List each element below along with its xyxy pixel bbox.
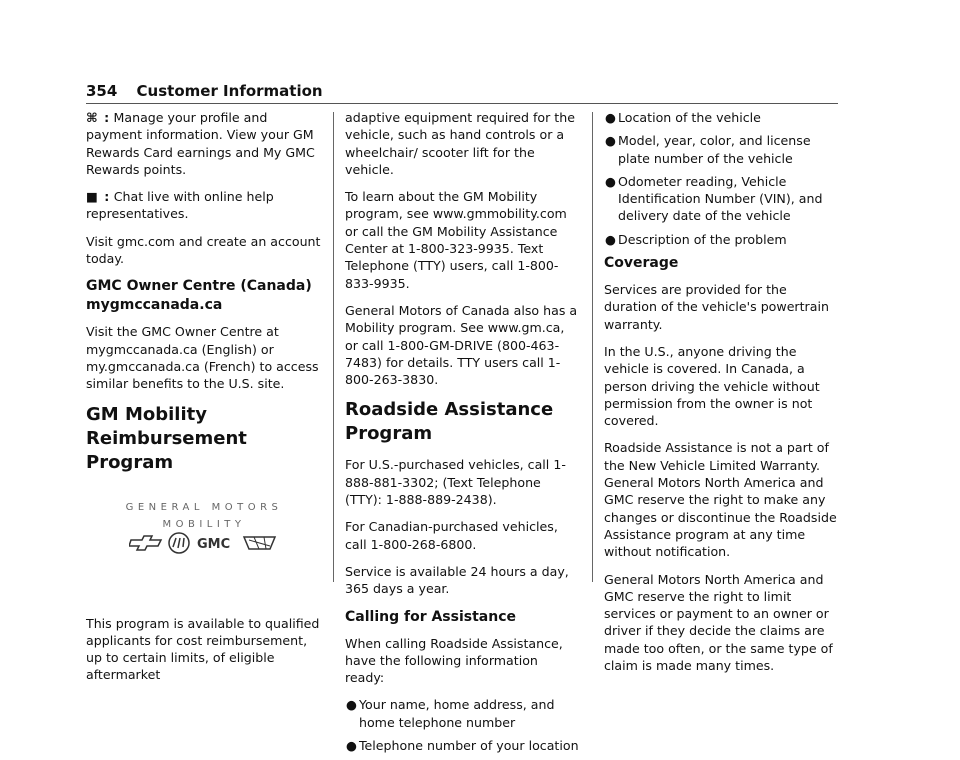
gm-mobility-logo-figure xyxy=(86,485,322,605)
list-item-text: Odometer reading, Vehicle Identification Number (VIN), and delivery date of the vehicle xyxy=(618,173,823,224)
list-item-text: Description of the problem xyxy=(618,231,787,247)
header-rule xyxy=(86,103,838,104)
bullet-icon: ● xyxy=(605,110,616,125)
mobility-heading xyxy=(86,403,322,475)
owner-centre-heading-line1: GMC Owner Centre (Canada) xyxy=(86,278,312,295)
bullet-icon: ● xyxy=(605,231,616,247)
column-3 xyxy=(604,109,840,684)
gm-mobility-us-paragraph: To learn about the GM Mobility program, see www.gmmobility.com or call the GM Mobility Assistance Center at 1-800-323-9935. Text Telephone (TTY) users, call 1-800-833-9935. xyxy=(345,189,567,291)
canada-roadside-paragraph: For Canadian-purchased vehicles, call 1-800-268-6800. xyxy=(345,519,558,552)
rewards-text: Manage your profile and payment information. View your GM Rewards Card earnings and My GMC Rewards points. xyxy=(86,110,315,177)
mobility-heading-line2: Program xyxy=(86,451,174,473)
list-item-text: Model, year, color, and license plate number of the vehicle xyxy=(618,133,811,166)
list-item-text: Location of the vehicle xyxy=(618,110,761,125)
page-number: 354 xyxy=(86,82,118,100)
list-item xyxy=(604,109,840,126)
column-1 xyxy=(86,109,322,694)
program-paragraph: This program is available to qualified applicants for cost reimbursement, up to certain limits, of eligible aftermarket xyxy=(86,615,320,683)
mobility-heading-line1: GM Mobility Reimbursement xyxy=(86,403,247,449)
calling-heading: Calling for Assistance xyxy=(345,608,517,625)
coverage-paragraph-4: General Motors North America and GMC reserve the right to limit services or payment to an owner or driver if they decide the claims are made too often, or the same type of claim is made many times. xyxy=(604,571,833,674)
owner-centre-paragraph: Visit the GMC Owner Centre at mygmccanada.ca (English) or my.gmccanada.ca (French) to access similar benefits to the U.S. site. xyxy=(86,324,319,392)
list-item xyxy=(345,696,581,731)
bullet-icon: ● xyxy=(605,133,616,149)
bullet-icon: ● xyxy=(346,738,357,754)
coverage-paragraph-2: In the U.S., anyone driving the vehicle is covered. In Canada, a person driving the vehicle without permission from the owner is not covered. xyxy=(604,343,820,429)
gm-mobility-canada-paragraph: General Motors of Canada also has a Mobility program. See www.gm.ca, or call 1-800-GM-DRIVE (800-463-7483) for details. TTY users call 1-800-263-3830. xyxy=(345,302,578,388)
coverage-paragraph-1: Services are provided for the duration of the vehicle's powertrain warranty. xyxy=(604,282,829,332)
coverage-paragraph-3: Roadside Assistance is not a part of the New Vehicle Limited Warranty. General Motors North America and GMC reserve the right to make any changes or discontinue the Roadside Assistance program at any time without notification. xyxy=(604,440,837,560)
adaptive-equipment-paragraph: adaptive equipment required for the vehicle, such as hand controls or a wheelchair/ scooter lift for the vehicle. xyxy=(345,110,575,177)
list-item xyxy=(345,737,581,754)
owner-centre-heading-line2: mygmccanada.ca xyxy=(86,297,223,314)
gmc-logo: GMC xyxy=(197,536,231,552)
rewards-item: ⌘ : Manage your profile and payment information. View your GM Rewards Card earnings and My GMC Rewards points. xyxy=(86,110,315,177)
coverage-heading: Coverage xyxy=(604,255,679,272)
gm-mobility-wordmark: GENERAL MOTORS MOBILITY xyxy=(125,501,283,530)
list-item xyxy=(604,132,840,167)
calling-paragraph: When calling Roadside Assistance, have the following information ready: xyxy=(345,635,563,686)
column-divider-1 xyxy=(333,112,334,582)
column-divider-2 xyxy=(592,112,593,582)
brand-logos xyxy=(86,531,322,559)
section-title: Customer Information xyxy=(136,82,323,100)
bullet-icon: ● xyxy=(605,173,616,189)
visit-paragraph: Visit gmc.com and create an account today. xyxy=(86,233,321,267)
list-item xyxy=(604,173,840,225)
us-roadside-paragraph: For U.S.-purchased vehicles, call 1-888-881-3302; (Text Telephone (TTY): 1-888-889-2438). xyxy=(345,457,566,508)
chat-item: ■ : Chat live with online help representatives. xyxy=(86,189,274,222)
page-header xyxy=(86,82,323,100)
list-item xyxy=(604,231,840,248)
brand-logos-icon xyxy=(129,531,279,555)
list-item-text: Telephone number of your location xyxy=(359,738,579,754)
owner-centre-heading xyxy=(86,277,322,315)
rewards-icon: ⌘ xyxy=(86,110,98,125)
chat-icon: ■ xyxy=(86,189,98,205)
list-item-text: Your name, home address, and home telephone number xyxy=(359,697,555,730)
chevrolet-icon xyxy=(129,536,161,550)
chat-text: Chat live with online help representatives. xyxy=(86,189,274,222)
availability-paragraph: Service is available 24 hours a day, 365 days a year. xyxy=(345,563,569,597)
bullet-icon: ● xyxy=(346,697,357,713)
column-2 xyxy=(345,109,581,760)
roadside-heading: Roadside Assistance Program xyxy=(345,399,554,445)
